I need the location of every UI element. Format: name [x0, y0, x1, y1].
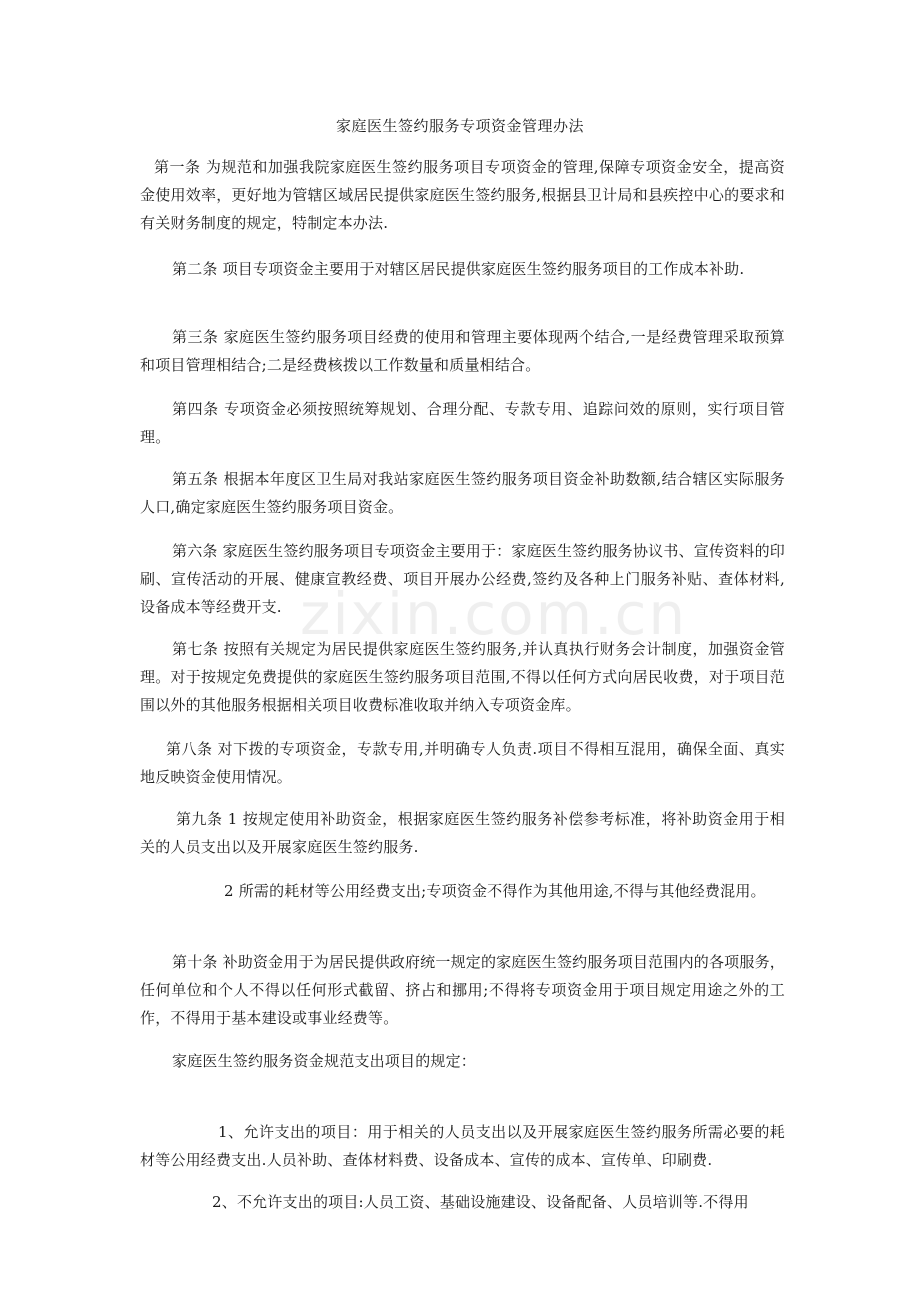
watermark: zixin.com.cn [300, 580, 688, 648]
article-8: 第八条 对下拨的专项资金，专款专用,并明确专人负责.项目不得相互混用，确保全面、真实地反映资金使用情况。 [140, 740, 785, 786]
article-10: 第十条 补助资金用于为居民提供政府统一规定的家庭医生签约服务项目范围内的各项服务，任何单位和个人不得以任何形式截留、挤占和挪用;不得将专项资金用于项目规定用途之外的工作，不得用于基本建设或事业经费等。 [140, 953, 785, 1027]
article-9: 第九条 1 按规定使用补助资金，根据家庭医生签约服务补偿参考标准，将补助资金用于相关的人员支出以及开展家庭医生签约服务. [140, 810, 785, 856]
article-9-item-2: 2 所需的耗材等公用经费支出;专项资金不得作为其他用途,不得与其他经费混用。 [224, 882, 766, 900]
article-7: 第七条 按照有关规定为居民提供家庭医生签约服务,并认真执行财务会计制度，加强资金管理。对于按规定免费提供的家庭医生签约服务项目范围,不得以任何方式向居民收费，对于项目范围以外的其他服务根据相关项目收费标准收取并纳入专项资金库。 [140, 640, 785, 714]
document-title: 家庭医生签约服务专项资金管理办法 [335, 117, 584, 135]
allowed-items: 1、允许支出的项目：用于相关的人员支出以及开展家庭医生签约服务所需必要的耗材等公用经费支出.人员补助、查体材料费、设备成本、宣传的成本、宣传单、印刷费. [140, 1123, 785, 1169]
article-5: 第五条 根据本年度区卫生局对我站家庭医生签约服务项目资金补助数额,结合辖区实际服务人口,确定家庭医生签约服务项目资金。 [140, 470, 785, 516]
article-2: 第二条 项目专项资金主要用于对辖区居民提供家庭医生签约服务项目的工作成本补助. [172, 260, 745, 278]
article-6: 第六条 家庭医生签约服务项目专项资金主要用于：家庭医生签约服务协议书、宣传资料的印刷、宣传活动的开展、健康宣教经费、项目开展办公经费,签约及各种上门服务补贴、查体材料,设备成本等经费开支. [140, 542, 785, 616]
article-1: 第一条 为规范和加强我院家庭医生签约服务项目专项资金的管理,保障专项资金安全，提高资金使用效率，更好地为管辖区域居民提供家庭医生签约服务,根据县卫计局和县疾控中心的要求和有关财务制度的规定，特制定本办法. [140, 158, 785, 232]
article-4: 第四条 专项资金必须按照统筹规划、合理分配、专款专用、追踪问效的原则，实行项目管理。 [140, 400, 785, 446]
disallowed-items: 2、不允许支出的项目:人员工资、基础设施建设、设备配备、人员培训等.不得用 [212, 1193, 749, 1211]
section-heading: 家庭医生签约服务资金规范支出项目的规定： [172, 1052, 477, 1070]
article-3: 第三条 家庭医生签约服务项目经费的使用和管理主要体现两个结合,一是经费管理采取预算和项目管理相结合;二是经费核拨以工作数量和质量相结合。 [140, 328, 785, 374]
